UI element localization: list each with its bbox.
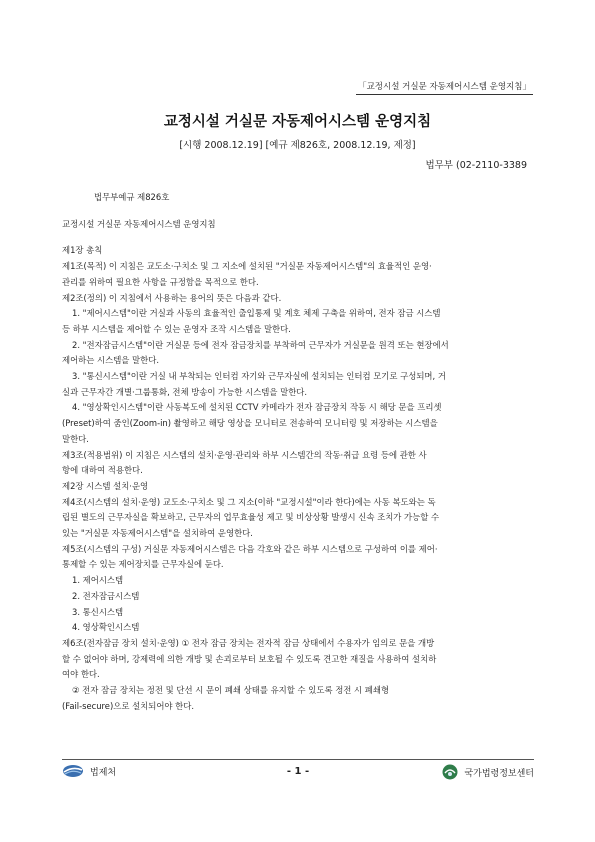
article-6-line: ② 전자 잠금 장치는 정전 및 단선 시 문이 폐쇄 상태를 유지할 수 있도록 정전 시 폐쇄형 <box>72 685 390 696</box>
enforcement-info: [시행 2008.12.19] [예규 제826호, 2008.12.19, 제정] <box>179 140 416 151</box>
ministry-contact: 법무부 (02-2110-3389 <box>425 160 527 171</box>
subsystem-item: 2. 전자잠금시스템 <box>72 590 140 601</box>
definition-2-line: 제어하는 시스템을 말한다. <box>62 355 159 366</box>
article-4-line: 제4조(시스템의 설치·운영) 교도소·구치소 및 그 지소(이하 "교정시설"이라 한다)에는 사동 복도와는 독 <box>62 496 436 507</box>
page-number: - 1 - <box>286 766 310 777</box>
subsystem-item: 1. 제어시스템 <box>72 575 124 586</box>
article-1-line: 관리를 위하여 필요한 사항을 규정함을 목적으로 한다. <box>62 276 259 287</box>
article-5-line: 제5조(시스템의 구성) 거실문 자동제어시스템은 다음 각호와 같은 하부 시스템으로 구성하여 이를 제어· <box>62 543 438 554</box>
definition-3-line: 3. "통신시스템"이란 거실 내 부착되는 인터컴 자기와 근무자실에 설치되는 인터컴 모기로 구성되며, 거 <box>72 371 446 382</box>
article-4-line: 있는 "거실문 자동제어시스템"을 설치하여 운영한다. <box>62 528 253 539</box>
definition-1-line: 1. "제어시스템"이란 거실과 사동의 효율적인 출입통제 및 계호 체제 구축을 위하여, 전자 잠금 시스템 <box>72 308 441 319</box>
article-5-line: 통제할 수 있는 제어장치를 근무자실에 둔다. <box>62 559 224 570</box>
article-3-line: 항에 대하여 적용한다. <box>62 465 143 476</box>
decree-number: 법무부예규 제826호 <box>94 192 170 202</box>
footer-publisher: 법제처 <box>90 767 117 778</box>
page-footer <box>62 764 534 784</box>
definition-4-line: 말한다. <box>62 433 89 444</box>
article-4-line: 립된 별도의 근무자실을 확보하고, 근무자의 업무효율성 제고 및 비상상황 발생시 신속 조치가 가능할 수 <box>62 512 440 523</box>
document-title: 교정시설 거실문 자동제어시스템 운영지침 <box>163 114 432 130</box>
definition-4-line: 4. "영상확인시스템"이란 사동복도에 설치된 CCTV 카메라가 전자 잠금장치 작동 시 해당 문을 프리셋 <box>72 402 442 413</box>
article-6-line: 여야 한다. <box>62 669 100 680</box>
article-3-line: 제3조(적용범위) 이 지침은 시스템의 설치·운영·관리와 하부 시스템간의 작동·취급 요령 등에 관한 사 <box>62 449 427 460</box>
footer-law-center: 국가법령정보센터 <box>464 768 534 779</box>
decree-title: 교정시설 거실문 자동제어시스템 운영지침 <box>62 218 216 229</box>
footer-right <box>442 764 534 780</box>
definition-4-line: (Preset)하여 줌인(Zoom-in) 촬영하고 해당 영상을 모니터로 전송하여 모니터링 및 저장하는 시스템을 <box>62 418 438 429</box>
article-6-line: 제6조(전자잠금 장치 설치·운영) ① 전자 잠금 장치는 전자적 잠금 상태에서 수용자가 임의로 문을 개방 <box>62 637 435 648</box>
subsystem-item: 4. 영상확인시스템 <box>72 622 140 633</box>
subsystem-item: 3. 통신시스템 <box>72 606 124 617</box>
running-header: 「교정시설 거실문 자동제어시스템 운영지침」 <box>356 80 533 95</box>
article-6-line: 할 수 없어야 하며, 강제력에 의한 개방 및 손괴로부터 보호될 수 있도록 견고한 재질을 사용하여 설치하 <box>62 653 437 664</box>
footer-divider <box>62 759 534 760</box>
definition-1-line: 등 하부 시스템을 제어할 수 있는 운영자 조작 시스템을 말한다. <box>62 323 291 334</box>
article-2: 제2조(정의) 이 지침에서 사용하는 용어의 뜻은 다음과 같다. <box>62 292 282 303</box>
article-6-line: (Fail-secure)으로 설치되어야 한다. <box>62 700 195 711</box>
definition-3-line: 실과 근무자간 개별·그룹통화, 전체 방송이 가능한 시스템을 말한다. <box>62 386 308 397</box>
document-body <box>62 190 540 715</box>
law-center-logo-icon <box>442 764 458 780</box>
chapter-heading: 제2장 시스템 설치·운영 <box>62 480 149 491</box>
definition-2-line: 2. "전자잠금시스템"이란 거실문 등에 전자 잠금장치를 부착하여 근무자가 거실문을 원격 또는 현장에서 <box>72 339 449 350</box>
article-1-line: 제1조(목적) 이 지침은 교도소·구치소 및 그 지소에 설치된 "거실문 자동제어시스템"의 효율적인 운영· <box>62 261 432 272</box>
chapter-heading: 제1장 총칙 <box>62 245 103 256</box>
